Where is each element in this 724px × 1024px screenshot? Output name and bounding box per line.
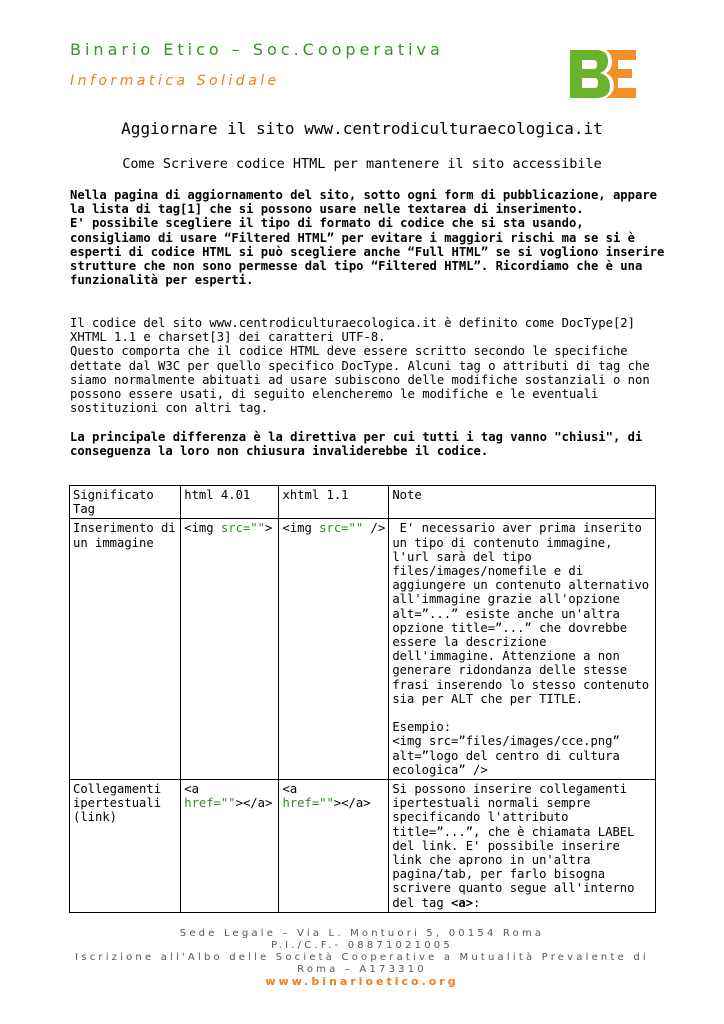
footer-registry: Iscrizione all'Albo delle Società Cooperative a Mutualità Prevalente di: [75, 952, 649, 963]
tag-comparison-table: [69, 485, 656, 913]
footer-address: Sede Legale – Via L. Montuori 5, 00154 Roma: [179, 928, 545, 939]
header-cell-note: Note: [389, 486, 656, 519]
header-cell-xhtml: xhtml 1.1: [279, 486, 389, 519]
intro-paragraph: Nella pagina di aggiornamento del sito, sotto ogni form di pubblicazione, appare la lista di tag[1] che si possono usare nelle textarea di inserimento. E' possibile scegliere il tipo di formato di codice che si sta usando, consigliamo di usare “Filtered HTML” per evitare i maggiori rischi ma se si è esperti di codice HTML si può scegliere anche “Full HTML” se si vogliono inserire strutture che non sono permesse dal tipo “Filtered HTML”. Ricordiamo che è una funzionalità per esperti.: [70, 188, 665, 288]
cell-html: <img src="">: [181, 519, 279, 780]
document-title: Aggiornare il sito www.centrodiculturaecologica.it: [121, 119, 603, 138]
header-cell-html: html 4.01: [181, 486, 279, 519]
cell-note: Si possono inserire collegamenti ipertestuali normali sempre specificando l'attributo title=”...”, che è chiamata LABEL del link. E' possibile inserire link che aprono in un'altra pagina/tab, per farlo bisogna scrivere quanto segue all'interno del tag <a>:: [389, 780, 656, 913]
table-row: [70, 519, 656, 780]
cell-html: <a href=""></a>: [181, 780, 279, 913]
table-header-row: [70, 486, 656, 519]
footer-website-link[interactable]: www.binarioetico.org: [265, 975, 459, 988]
company-name: Binario Etico – Soc.Cooperativa: [70, 40, 444, 59]
cell-meaning: Inserimento di un immagine: [70, 519, 181, 780]
binario-etico-logo: [566, 46, 640, 102]
difference-paragraph: La principale differenza è la direttiva per cui tutti i tag vanno "chiusi", di conseguenza la loro non chiusura invaliderebbe il codice.: [70, 430, 643, 459]
document-subtitle: Come Scrivere codice HTML per mantenere il sito accessibile: [122, 156, 602, 172]
cell-xhtml: <a href=""></a>: [279, 780, 389, 913]
cell-note: E' necessario aver prima inserito un tipo di contenuto immagine, l'url sarà del tipo files/images/nomefile e di aggiungere un contenuto alternativo all'immagine grazie all'opzione alt=”...” esiste anche un'altra opzione title=”...” che dovrebbe essere la descrizione dell'immagine. Attenzione a non generare ridondanza delle stesse frasi inserendo lo stesso contenuto sia per ALT che per TITLE. Esempio: <img src=”files/images/cce.png” alt=”logo del centro di cultura ecologica” />: [389, 519, 656, 780]
footer-vat: P.I./C.F.- 08871021005: [271, 940, 453, 951]
footer-registry-number: Roma – A173310: [297, 964, 427, 975]
cell-meaning: Collegamenti ipertestuali (link): [70, 780, 181, 913]
doctype-paragraph: Il codice del sito www.centrodiculturaecologica.it è definito come DocType[2] XHTML 1.1 e charset[3] dei caratteri UTF-8. Questo comporta che il codice HTML deve essere scritto secondo le specifiche dettate dal W3C per quello specifico DocType. Alcuni tag o attributi di tag che siamo normalmente abituati ad usare subiscono delle modifiche sostanziali o non possono essere usati, di seguito elencheremo le modifiche e le eventuali sostituzioni con altri tag.: [70, 316, 650, 416]
header-cell-meaning: Significato Tag: [70, 486, 181, 519]
cell-xhtml: <img src="" />: [279, 519, 389, 780]
company-tagline: Informatica Solidale: [70, 73, 280, 89]
table-row: [70, 780, 656, 913]
